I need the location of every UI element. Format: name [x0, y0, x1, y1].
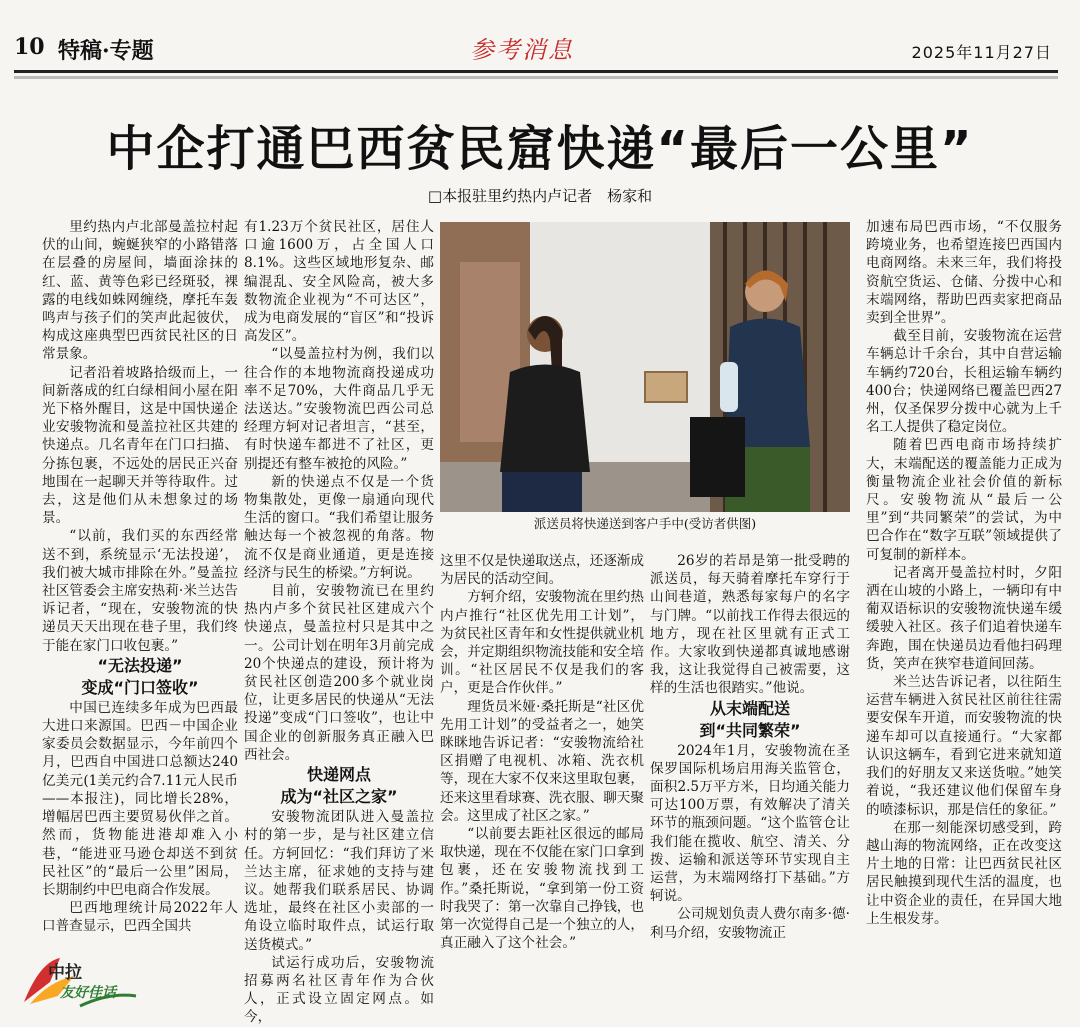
column-5: [866, 218, 1062, 978]
delivery-photo-illustration: [440, 222, 850, 512]
column-1: [42, 218, 238, 958]
subheading: “无法投递” 变成“门口签收”: [81, 655, 199, 697]
paragraph: 新的快递点不仅是一个货物集散处，更像一扇通向现代生活的窗口。“我们希望让服务触达每一个被忽视的角落。物流不仅是商业通道，更是连接经济与民生的桥梁。”方轲说。: [244, 473, 434, 581]
paragraph: 里约热内卢北部曼盖拉村起伏的山间，蜿蜒狭窄的小路错落在层叠的房屋间，墙面涂抹的红、蓝、黄等色彩已经斑驳，裸露的电线如蛛网缠绕，摩托车轰鸣声与孩子们的笑声此起彼伏，构成这座典型巴西贫民社区的日常景象。: [42, 219, 238, 363]
column-3: [440, 552, 644, 992]
paragraph: 在那一刻能深切感受到，跨越山海的物流网络，正在改变这片土地的日常：让巴西贫民社区居民触摸到现代生活的温度，也让中资企业的责任，在异国大地上生根发芽。: [866, 819, 1062, 927]
subheading: 快递网点 成为“社区之家”: [280, 765, 398, 807]
paragraph: “以前要去距社区很远的邮局取快递，现在不仅能在家门口拿到包裹，还在安骏物流找到工作。”桑托斯说，“拿到第一份工资时我哭了：第一次靠自己挣钱，也第一次觉得自己是一个独立的人，真正融入了这个社会。”: [440, 826, 644, 952]
paragraph: 加速布局巴西市场，“不仅服务跨境业务，也希望连接巴西国内电商网络。未来三年，我们将投资航空货运、仓储、分拨中心和末端网络，帮助巴西卖家把商品卖到全世界”。: [866, 219, 1062, 327]
header-rule-secondary: [14, 76, 1058, 79]
paragraph: 有1.23万个贫民社区，居住人口逾1600万，占全国人口8.1%。这些区域地形复杂、邮编混乱、安全风险高，被大多数物流企业视为“不可达区”，成为电商发展的“盲区”和“投诉高发区”。: [244, 219, 434, 345]
paragraph: “以前，我们买的东西经常送不到，系统显示‘无法投递’，我们被大城市排除在外。”曼盖拉社区管委会主席安热莉·米兰达告诉记者，“现在，安骏物流的快递员天天出现在巷子里，我们终于能在家门口收包裹。”: [42, 528, 238, 654]
subheading: 从末端配送 到“共同繁荣”: [699, 698, 801, 740]
paragraph: “以曼盖拉村为例，我们以往合作的本地物流商投递成功率不足70%，大件商品几乎无法送达。”安骏物流巴西公司总经理方轲对记者坦言，“甚至，有时快递车都进不了社区，更别提还有整车被抢的风险。”: [244, 346, 434, 472]
issue-date: 2025年11月27日: [911, 43, 1052, 62]
paragraph: 截至目前，安骏物流在运营车辆总计千余台，其中自营运输车辆约720台，长租运输车辆约400台；快递网络已覆盖巴西27州，仅圣保罗分拨中心就为上千名工人提供了稳定岗位。: [866, 328, 1062, 436]
article-byline: □本报驻里约热内卢记者 杨家和: [427, 187, 653, 205]
paragraph: 记者沿着坡路拾级而上，一间新落成的红白绿相间小屋在阳光下格外醒目，这是中国快递企业安骏物流和曼盖拉社区共建的快递点。几名青年在门口扫描、分拣包裹，不远处的居民正兴奋地围在一起聊天并等待取件。过去，这是他们从未想象过的场景。: [42, 364, 238, 527]
paragraph: 方轲介绍，安骏物流在里约热内卢推行“社区优先用工计划”，为贫民社区青年和女性提供就业机会，并定期组织物流技能和安全培训。“社区居民不仅是我们的客户，更是合作伙伴。”: [440, 589, 644, 697]
header-rule: [14, 70, 1058, 73]
paragraph: 随着巴西电商市场持续扩大，末端配送的覆盖能力正成为衡量物流企业社会价值的新标尺。安骏物流从“最后一公里”到“共同繁荣”的尝试，为中巴合作在“数字互联”领域提供了可复制的新样本。: [866, 437, 1062, 563]
paragraph: 记者离开曼盖拉村时，夕阳洒在山坡的小路上，一辆印有中葡双语标识的安骏物流快递车缓缓驶入社区。孩子们追着快递车奔跑，围在快递员边看他扫码理货，笑声在狭窄巷道间回荡。: [866, 564, 1062, 672]
page-header: [0, 0, 1080, 72]
logo-title: 中拉: [48, 963, 82, 983]
paragraph: 26岁的若昂是第一批受聘的派送员，每天骑着摩托车穿行于山间巷道，熟悉每家每户的名字与门牌。“以前找工作得去很远的地方，现在社区里就有正式工作。大家收到快递都真诚地感谢我，这让我觉得自己被需要，这样的生活也很踏实。”他说。: [650, 553, 850, 697]
paragraph: 这里不仅是快递取送点，还逐渐成为居民的活动空间。: [440, 553, 644, 588]
paragraph: 安骏物流团队进入曼盖拉村的第一步，是与社区建立信任。方轲回忆：“我们拜访了米兰达主席，征求她的支持与建议。她帮我们联系居民、协调选址，最终在社区小卖部的一角设立临时取件点，试运行取送货模式。”: [244, 809, 434, 953]
paragraph: 米兰达告诉记者，以往陌生运营车辆进入贫民社区前往往需要安保车开道，而安骏物流的快递车却可以直接通行。“大家都认识这辆车，看到它进来就知道我们的好朋友又来送货啦。”她笑着说，“我还建议他们保留车身的喷漆标识，那是信任的象征。”: [866, 674, 1062, 818]
paragraph: 目前，安骏物流已在里约热内卢多个贫民社区建成六个快递点，曼盖拉村只是其中之一。公司计划在明年3月前完成20个快递点的建设，预计将为贫民社区创造200多个就业岗位，让更多居民的快递从“无法投递”变成“门口签收”，也让中国企业的创新服务真正融入巴西社会。: [244, 583, 434, 763]
paragraph: 2024年1月，安骏物流在圣保罗国际机场启用海关监管仓，面积2.5万平方米，日均通关能力可达100万票，有效解决了清关环节的瓶颈问题。“这个监管仓让我们能在揽收、航空、清关、分拨、运输和派送等环节实现自主运营，为末端网络打下基础。”方轲说。: [650, 742, 850, 905]
photo-caption: 派送员将快递送到客户手中(受访者供图): [533, 516, 757, 531]
article-headline: 中企打通巴西贫民窟快递“最后一公里”: [106, 121, 974, 177]
paragraph: 试运行成功后，安骏物流招募两名社区青年作为合伙人，正式设立固定网点。如今，: [244, 954, 434, 1026]
paragraph: 理货员米娅·桑托斯是“社区优先用工计划”的受益者之一，她笑眯眯地告诉记者：“安骏物流给社区捐赠了电视机、冰箱、洗衣机等，现在大家不仅来这里取包裹，还来这里看球赛、洗衣服、聊天聚会。这里成了社区之家。”: [440, 698, 644, 824]
paragraph: 公司规划负责人费尔南多·德·利马介绍，安骏物流正: [650, 906, 850, 941]
section-title: 特稿·专题: [58, 38, 154, 64]
paragraph: 巴西地理统计局2022年人口普查显示，巴西全国共: [42, 900, 238, 935]
masthead-logo: 参考消息: [470, 36, 574, 64]
logo-subtitle: 友好佳话: [60, 985, 116, 1001]
page-number: 10: [14, 34, 45, 60]
column-2: [244, 218, 434, 1026]
article-photo: [440, 222, 850, 512]
paragraph: 中国已连续多年成为巴西最大进口来源国。巴西－中国企业家委员会数据显示，今年前四个月，巴西自中国进口总额达240亿美元(1美元约合7.11元人民币——本报注)，同比增长28%，增幅居巴西主要贸易伙伴之首。然而，货物能进港却难入小巷，“能进亚马逊仓却送不到贫民社区”的“最后一公里”困局，长期制约中巴电商合作发展。: [42, 699, 238, 898]
column-4: [650, 552, 850, 992]
